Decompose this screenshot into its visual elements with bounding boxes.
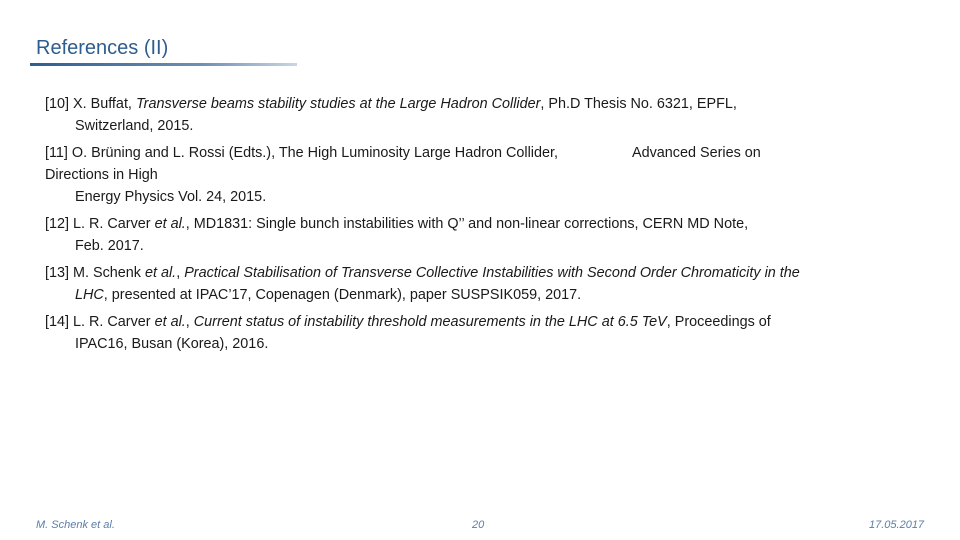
footer-date: 17.05.2017: [869, 519, 925, 531]
ref-10-details: , Ph.D Thesis No. 6321, EPFL,: [540, 96, 737, 112]
ref-13-authors: [13] M. Schenk: [45, 265, 145, 281]
page-title: References (II): [36, 37, 169, 59]
ref-13-title-cont: LHC: [75, 287, 104, 303]
ref-11-volume: Energy Physics Vol. 24, 2015.: [75, 189, 267, 205]
ref-12-authors: [12] L. R. Carver: [45, 216, 155, 232]
ref-14-details: , Proceedings of: [666, 314, 771, 330]
footer-author: M. Schenk et al.: [36, 519, 115, 531]
ref-13-title: Practical Stabilisation of Transverse Collective Instabilities with Second Order Chromaticity in the: [184, 265, 800, 281]
ref-10-authors: [10] X. Buffat,: [45, 96, 136, 112]
reference-list: [45, 93, 925, 360]
footer-page-number: 20: [472, 519, 485, 531]
title-underline: [30, 63, 297, 66]
ref-13-details: , presented at IPAC’17, Copenagen (Denmark), paper SUSPSIK059, 2017.: [103, 287, 582, 303]
reference-10: [45, 93, 925, 137]
ref-13-sep: ,: [176, 265, 185, 281]
ref-14-details-cont: IPAC16, Busan (Korea), 2016.: [75, 336, 269, 352]
ref-12-etal: et al.: [154, 216, 186, 232]
reference-13: [45, 262, 925, 306]
ref-10-title: Transverse beams stability studies at the Large Hadron Collider: [135, 96, 541, 112]
ref-14-sep: ,: [185, 314, 194, 330]
ref-10-details-cont: Switzerland, 2015.: [75, 118, 194, 134]
ref-12-details: , MD1831: Single bunch instabilities with Q’’ and non-linear corrections, CERN MD Note,: [185, 216, 749, 232]
ref-14-title: Current status of instability threshold measurements in the LHC at 6.5 TeV: [193, 314, 667, 330]
ref-11-series: Advanced Series on: [632, 145, 761, 161]
ref-11-series-cont: Directions in High: [45, 167, 158, 183]
reference-12: [45, 213, 925, 257]
ref-14-authors: [14] L. R. Carver: [45, 314, 155, 330]
reference-11: [45, 142, 925, 208]
ref-14-etal: et al.: [154, 314, 186, 330]
reference-14: [45, 311, 925, 355]
ref-12-date: Feb. 2017.: [75, 238, 144, 254]
ref-11-authors: [11] O. Brüning and L. Rossi (Edts.), The High Luminosity Large Hadron Collider,: [45, 145, 558, 161]
ref-13-etal: et al.: [144, 265, 177, 281]
